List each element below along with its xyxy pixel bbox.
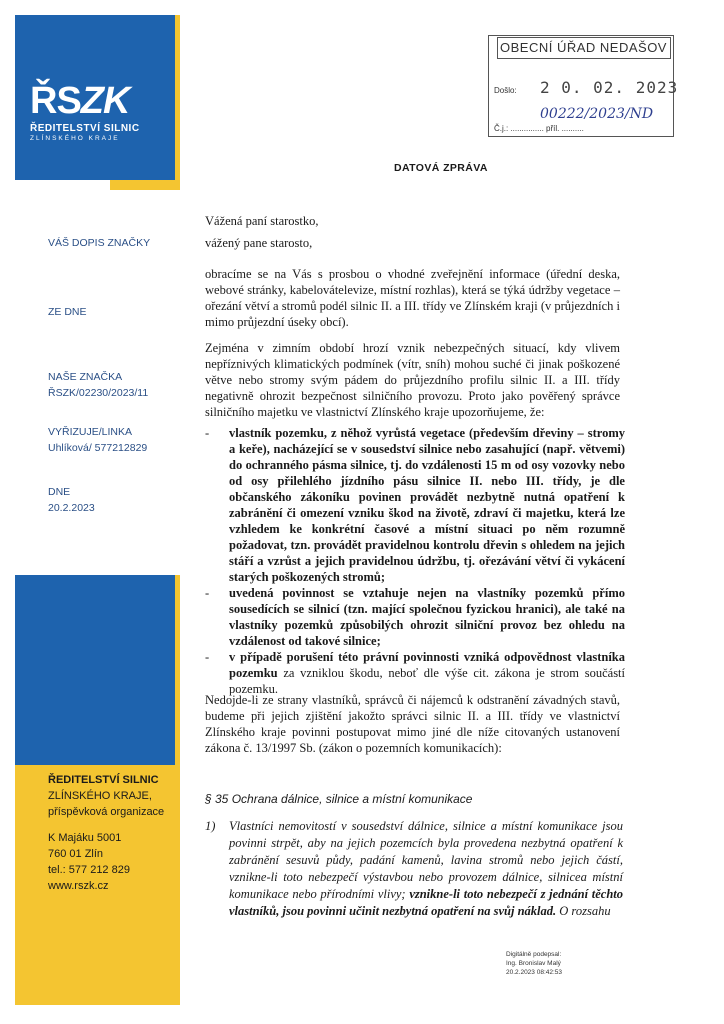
signature-line-1: Digitálně podepsal: bbox=[506, 951, 562, 958]
stamp-ref-number: 00222/2023/ND bbox=[540, 106, 654, 122]
bullet-list bbox=[205, 425, 625, 697]
stamp-doslo-label: Došlo: bbox=[494, 86, 517, 95]
nase-znacka-label: NAŠE ZNAČKA bbox=[48, 371, 123, 383]
law-number: 1) bbox=[205, 819, 216, 833]
bullet-dash: - bbox=[205, 650, 210, 664]
bullet-text-3-bold: v případě porušení této právní povinnosti vzniká odpovědnost vlastníka pozemku bbox=[229, 650, 625, 680]
logo-mark-rs: ŘS bbox=[30, 80, 81, 122]
signature-line-2: Ing. Bronislav Malý bbox=[506, 960, 561, 967]
salutation-2: vážený pane starosto, bbox=[205, 236, 313, 250]
bullet-dash: - bbox=[205, 586, 210, 600]
vyrizuje-value: Uhlíková/ 577212829 bbox=[48, 442, 148, 454]
rszk-logo bbox=[30, 82, 140, 142]
logo-line2: ZLÍNSKÉHO KRAJE bbox=[30, 135, 120, 142]
logo-mark-zk: ZK bbox=[80, 80, 130, 122]
vas-dopis-label: VÁŠ DOPIS ZNAČKY bbox=[48, 237, 151, 249]
page-title: DATOVÁ ZPRÁVA bbox=[394, 162, 488, 174]
org-name-2: ZLÍNSKÉHO KRAJE, bbox=[48, 790, 152, 802]
bullet-dash: - bbox=[205, 426, 210, 440]
org-web: www.rszk.cz bbox=[48, 880, 109, 892]
paragraph-1: obracíme se na Vás s prosbou o vhodné zveřejnění informace (úřední deska, webové stránky, kabelovátelevize, místní rozhlas), která se týká údržby vegetace – ořezání větví a stromů podél silnic II. a III. třídy ve Zlínském kraji (v průjezdních i mimo průjezdní úseky obcí). bbox=[205, 267, 620, 329]
bullet-text-1: vlastník pozemku, z něhož vyrůstá vegetace (především dřeviny – stromy a keře), nacházející se v sousedství silnice nebo zasahující (např. větvemi) do ochranného pásma silnice, tj. do vzdálenosti 15 m od osy vozovky nebo od osy přilehlého jízdního pásu silnice II. nebo III. třídy, je dle občanského zákoníku povinen provádět nezbytně nutná opatření k zabránění či omezení vzniku škod na životě, zdraví či majetku, která lze vzhledem ke konkrétní časové a místní situaci po něm rozumně požadovat, tzn. provádět pravidelnou kontrolu dřevin s ohledem na jejich stáří a vzrůst a jejich pravidelnou údržbu, tj. ořezávání větví či vykácení starých poškozených stromů; bbox=[229, 426, 625, 584]
bullet-text-3-normal: za vzniklou škodu, neboť dle výše cit. zákona je strom součástí pozemku. bbox=[229, 666, 626, 696]
org-city: 760 01 Zlín bbox=[48, 848, 104, 860]
org-name-1: ŘEDITELSTVÍ SILNIC bbox=[48, 774, 159, 786]
law-heading: § 35 Ochrana dálnice, silnice a místní komunikace bbox=[205, 792, 473, 806]
law-text bbox=[205, 818, 623, 920]
bullet-item bbox=[205, 425, 625, 585]
law-text-block bbox=[205, 818, 623, 920]
nase-znacka-value: ŘSZK/02230/2023/11 bbox=[48, 387, 149, 399]
org-phone: tel.: 577 212 829 bbox=[48, 864, 130, 876]
dne-label: DNE bbox=[48, 486, 71, 498]
stamp-title: OBECNÍ ÚŘAD NEDAŠOV bbox=[500, 40, 667, 55]
salutation-1: Vážená paní starostko, bbox=[205, 214, 319, 228]
ze-dne-label: ZE DNE bbox=[48, 306, 87, 318]
law-text-bold: vznikne-li toto nebezpečí z jednání těchto vlastníků, jsou povinni učinit nezbytná opatření na svůj náklad. bbox=[229, 887, 623, 918]
org-gap bbox=[48, 820, 164, 830]
law-text-normal: Vlastníci nemovitostí v sousedství dálnice, silnice a místní komunikace jsou povinni strpět, aby na jejich pozemcích byla provedena nezbytná opatření k zabránění sesuvů půdy, padání kamenů, lavina stromů nebo jejich částí, vznikne-li toto nebezpečí výstavbou nebo provozem dálnice, silnicea místní komunikace nebo přírodními vlivy; bbox=[229, 819, 623, 901]
org-name-3: příspěvková organizace bbox=[48, 806, 165, 818]
bullet-text-2: uvedená povinnost se vztahuje nejen na vlastníky pozemků přímo sousedících se silnicí (tzn. mající společnou fyzickou hranici), ale také na vlastníky pozemků způsobilých ohrozit silniční provoz bez ohledu na vzdálenost od takové silnice; bbox=[229, 586, 625, 648]
logo-line1: ŘEDITELSTVÍ SILNIC bbox=[30, 123, 140, 134]
paragraph-2: Zejména v zimním období hrozí vznik nebezpečných situací, kdy vlivem nepříznivých klimatických podmínek (vítr, sníh) mohou suché či jinak poškozené větve nebo stromy svým pádem do průjezdního profilu silnic II. a III. třídy negativně ohrozit bezpečnost silničního provozu. Proto jako pověřený správce silničního majetku ve vlastnictví Zlínského kraje upozorňujeme, že: bbox=[205, 341, 620, 419]
organisation-address bbox=[48, 772, 164, 894]
stamp-cj-label: Č.j.: ............... příl. .......... bbox=[494, 124, 584, 133]
vyrizuje-label: VYŘIZUJE/LINKA bbox=[48, 426, 133, 438]
stamp-date: 2 0. 02. 2023 bbox=[540, 78, 679, 97]
logo-mark bbox=[30, 82, 140, 120]
sidebar-blue-block-bottom bbox=[15, 575, 175, 765]
bullet-item bbox=[205, 649, 625, 697]
dne-value: 20.2.2023 bbox=[48, 502, 95, 514]
bullet-item bbox=[205, 585, 625, 649]
org-street: K Majáku 5001 bbox=[48, 832, 122, 844]
law-text-end: O rozsahu bbox=[559, 904, 611, 918]
signature-line-3: 20.2.2023 08:42:53 bbox=[506, 969, 563, 976]
paragraph-3: Nedojde-li ze strany vlastníků, správců či nájemců k odstranění závadných stavů, budeme při jejich zjištění jakožto správci silnic II. a III. třídy ve vlastnictví Zlínského kraje povinni postupovat mimo jiné dle níže citovaných ustanovení zákona č. 13/1997 Sb. (zákon o pozemních komunikacích): bbox=[205, 693, 620, 755]
digital-signature bbox=[506, 950, 562, 977]
